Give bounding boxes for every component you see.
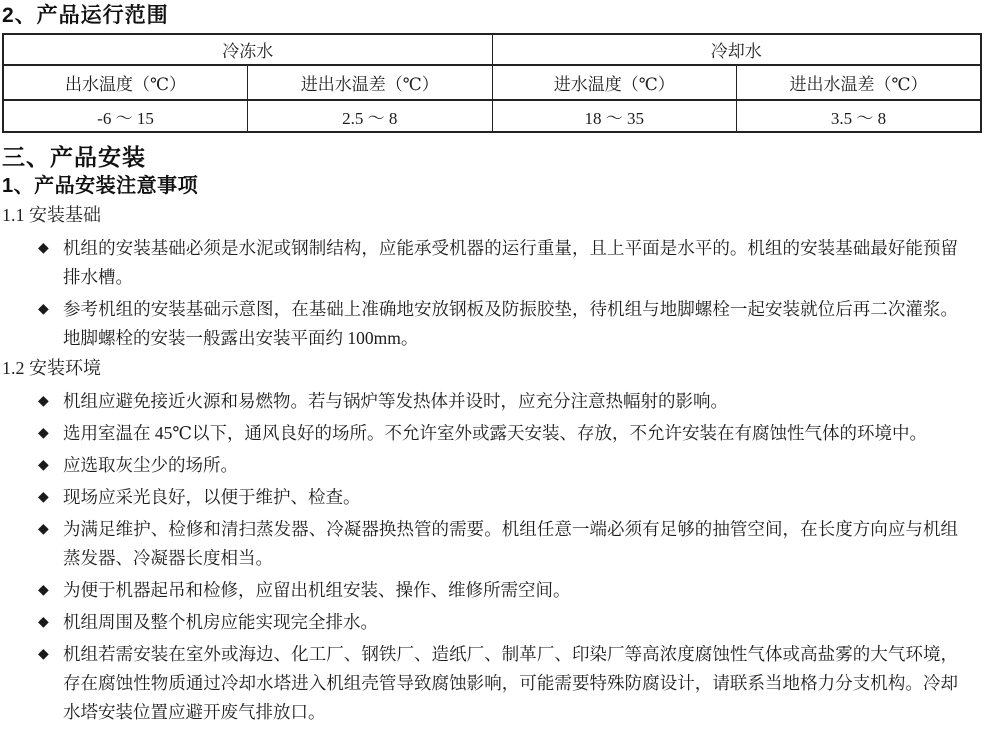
sub-label-installation-base: 1.1 安装基础: [2, 205, 101, 225]
diamond-bullet-icon: ◆: [38, 458, 49, 473]
installation-environment-bullets: [0, 387, 984, 727]
bullet-text: 机组周围及整个机房应能实现完全排水。: [63, 612, 378, 632]
table-group-chilled-water: 冷冻水: [222, 42, 274, 61]
diamond-bullet-icon: ◆: [38, 302, 49, 317]
diamond-bullet-icon: ◆: [38, 522, 49, 537]
bullet-text: 应选取灰尘少的场所。: [63, 455, 238, 475]
table-value-inout-diff-chilled: 2.5 ～ 8: [248, 100, 493, 132]
bullet-text: 机组应避免接近火源和易燃物。若与锅炉等发热体并设时，应充分注意热幅射的影响。: [63, 391, 728, 411]
bullet-text: 为便于机器起吊和检修，应留出机组安装、操作、维修所需空间。: [63, 580, 571, 600]
bullet-text: 机组的安装基础必须是水泥或钢制结构，应能承受机器的运行重量，且上平面是水平的。机组的安装基础最好能预留排水槽。: [63, 238, 958, 287]
installation-base-bullets: [0, 234, 984, 353]
bullet-text: 为满足维护、检修和清扫蒸发器、冷凝器换热管的需要。机组任意一端必须有足够的抽管空间，在长度方向应与机组蒸发器、冷凝器长度相当。: [63, 519, 958, 568]
table-header-inlet-temp: 进水温度（℃）: [492, 65, 737, 100]
table-value-row: [3, 100, 981, 132]
diamond-bullet-icon: ◆: [38, 426, 49, 441]
list-item: [38, 640, 958, 727]
list-item: [38, 451, 958, 480]
list-item: [38, 387, 958, 416]
diamond-bullet-icon: ◆: [38, 583, 49, 598]
table-group-cooling-water: 冷却水: [492, 34, 981, 65]
bullet-text: 机组若需安装在室外或海边、化工厂、钢铁厂、造纸厂、制革厂、印染厂等高浓度腐蚀性气体或高盐雾的大气环境，存在腐蚀性物质通过冷却水塔进入机组壳管导致腐蚀影响，可能需要特殊防腐设计，请联系当地格力分支机构。冷却水塔安装位置应避开废气排放口。: [63, 644, 958, 722]
table-value-inout-diff-cooling: 3.5 ～ 8: [737, 100, 982, 132]
list-item: [38, 576, 958, 605]
list-item: [38, 295, 958, 353]
diamond-bullet-icon: ◆: [38, 394, 49, 409]
table-group-row: [3, 34, 981, 65]
sub-label-installation-environment: 1.2 安装环境: [2, 358, 101, 378]
subsection-precautions-heading: 1、产品安装注意事项: [2, 175, 199, 197]
table-header-outlet-temp: 出水温度（℃）: [3, 65, 248, 100]
table-header-inout-diff-chilled: 进出水温差（℃）: [248, 65, 493, 100]
diamond-bullet-icon: ◆: [38, 615, 49, 630]
bullet-text: 选用室温在 45℃以下，通风良好的场所。不允许室外或露天安装、存放，不允许安装在有腐蚀性气体的环境中。: [63, 423, 927, 443]
list-item: [38, 608, 958, 637]
list-item: [38, 515, 958, 573]
list-item: [38, 483, 958, 512]
bullet-text: 参考机组的安装基础示意图，在基础上准确地安放钢板及防振胶垫，待机组与地脚螺栓一起安装就位后再二次灌浆。地脚螺栓的安装一般露出安装平面约 100mm。: [63, 299, 958, 348]
table-header-row: [3, 65, 981, 100]
operating-range-table: [2, 33, 982, 133]
diamond-bullet-icon: ◆: [38, 241, 49, 256]
table-value-outlet-temp: -6 ～ 15: [3, 100, 248, 132]
list-item: [38, 234, 958, 292]
table-value-inlet-temp: 18 ～ 35: [492, 100, 737, 132]
section-operating-range-heading: 2、产品运行范围: [2, 4, 169, 27]
bullet-text: 现场应采光良好，以便于维护、检查。: [63, 487, 361, 507]
diamond-bullet-icon: ◆: [38, 490, 49, 505]
diamond-bullet-icon: ◆: [38, 647, 49, 662]
list-item: [38, 419, 958, 448]
section-installation-heading: 三、产品安装: [2, 144, 146, 170]
table-header-inout-diff-cooling: 进出水温差（℃）: [737, 65, 982, 100]
